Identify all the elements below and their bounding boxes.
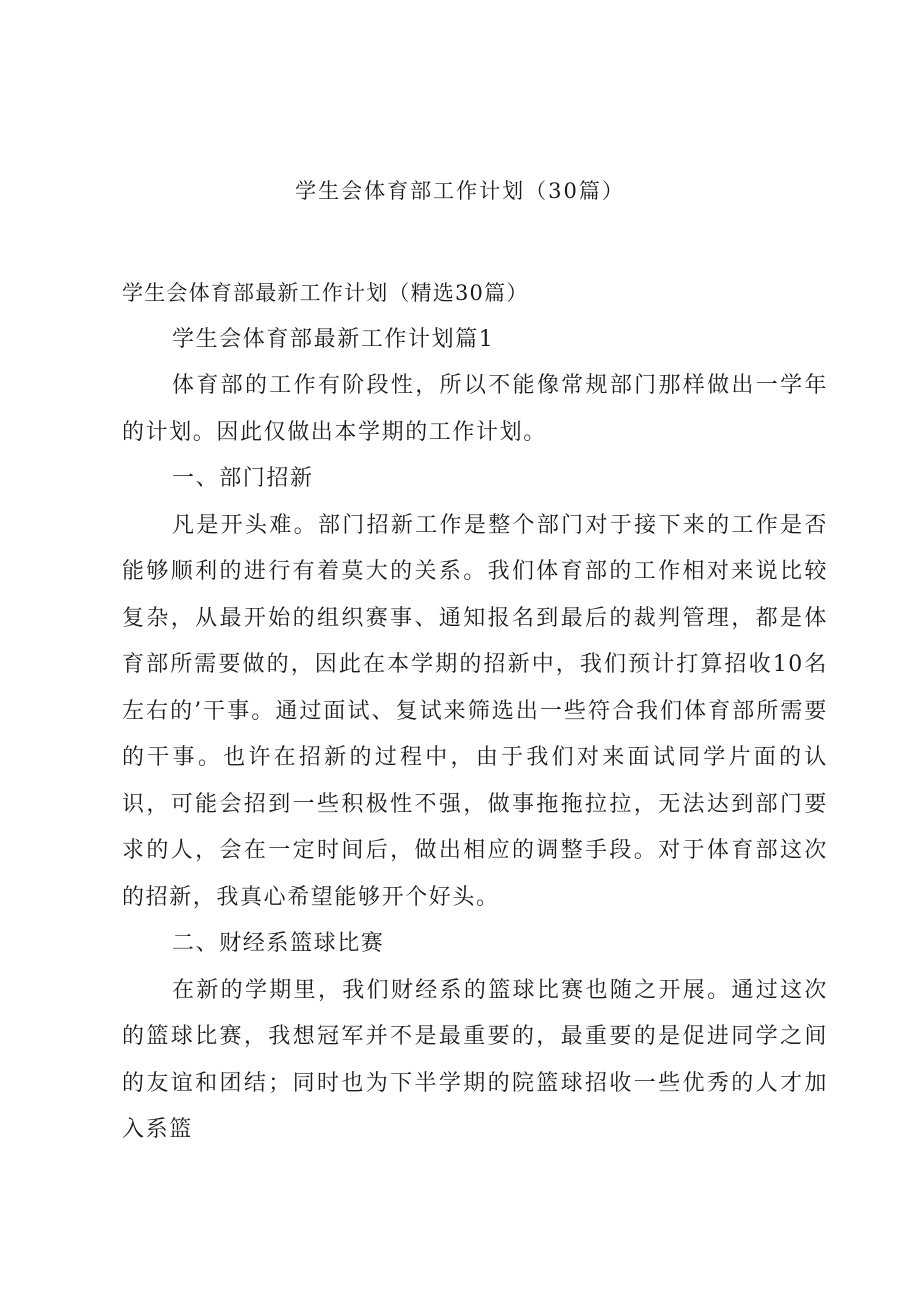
paragraph-basketball: 在新的学期里，我们财经系的篮球比赛也随之开展。通过这次的篮球比赛，我想冠军并不是最重要的，最重要的是促进同学之间的友谊和团结；同时也为下半学期的院篮球招收一些优秀的人才加入系篮 <box>122 977 828 1142</box>
heading-recruitment: 一、部门招新 <box>172 466 314 491</box>
heading-basketball: 二、财经系篮球比赛 <box>172 931 385 956</box>
document-title: 学生会体育部工作计划（30篇） <box>295 179 625 203</box>
section-heading: 学生会体育部最新工作计划篇1 <box>172 326 495 352</box>
paragraph-intro: 体育部的工作有阶段性，所以不能像常规部门那样做出一学年的计划。因此仅做出本学期的工作计划。 <box>122 373 828 445</box>
document-body <box>122 270 828 1154</box>
paragraph-recruitment: 凡是开头难。部门招新工作是整个部门对于接下来的工作是否能够顺利的进行有着莫大的关系。我们体育部的工作相对来说比较复杂，从最开始的组织赛事、通知报名到最后的裁判管理，都是体育部所需要做的，因此在本学期的招新中，我们预计打算招收10名左右的’干事。通过面试、复试来筛选出一些符合我们体育部所需要的干事。也许在招新的过程中，由于我们对来面试同学片面的认识，可能会招到一些积极性不强，做事拖拖拉拉，无法达到部门要求的人，会在一定时间后，做出相应的调整手段。对于体育部这次的招新，我真心希望能够开个好头。 <box>122 512 828 910</box>
document-subtitle: 学生会体育部最新工作计划（精选30篇） <box>122 281 529 305</box>
